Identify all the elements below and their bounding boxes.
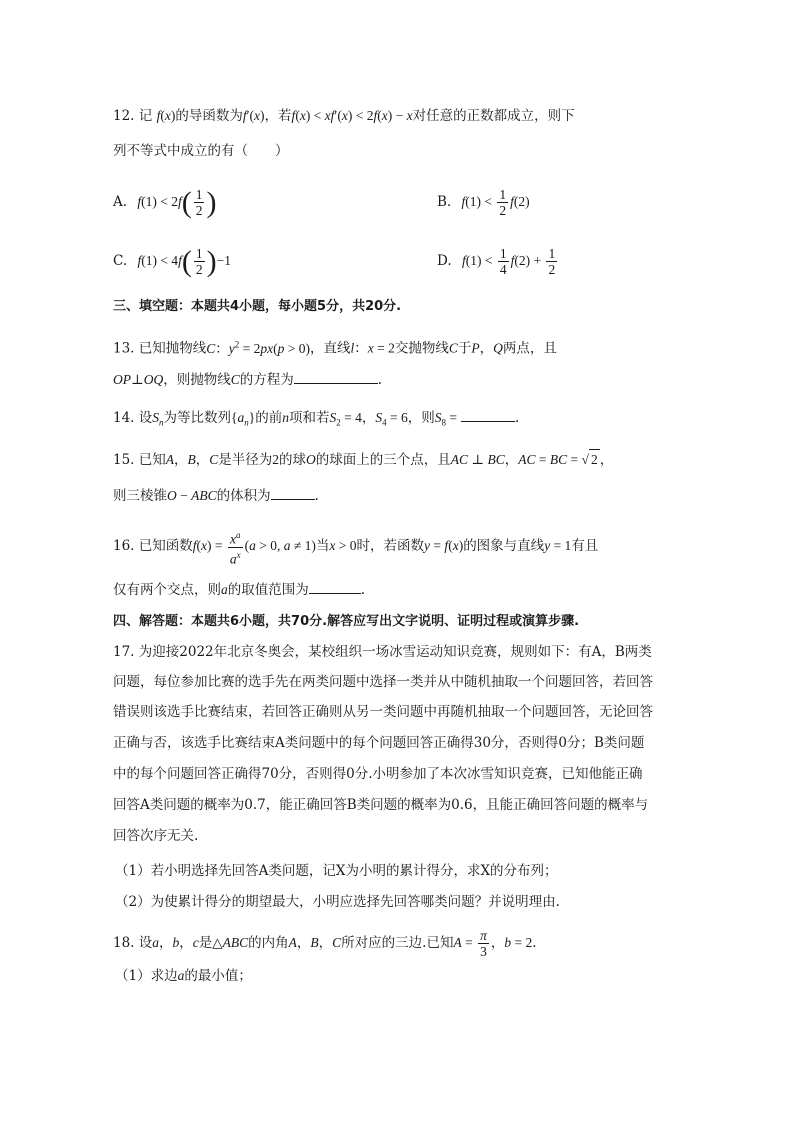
q12-option-d: D. f(1) < $\frac{1}{4}$ f(2) + $\frac{1}{2}$ (437, 246, 556, 278)
q18-sub1: （1）求边a的最小值； (115, 968, 252, 984)
q13-line1: 13. 已知抛物线C：$y^2 = 2px(p > 0)$，直线l：x = 2交抛物线C于P，Q两点，且 (113, 339, 557, 357)
q12-option-b: B. f(1) < $\frac{1}{2}$ f(2) (437, 187, 530, 219)
q16-answer-blank[interactable] (309, 579, 361, 594)
q13-answer-blank[interactable] (294, 369, 378, 384)
q14-line: 14. 设$S_n$为等比数列$\{a_n\}$的前n项和若$S_2 = 4$，$S_4 = 6$，则$S_8$ = . (113, 407, 519, 433)
q17-line4: 正确与否，该选手比赛结束A类问题中的每个问题回答正确得30分，否则得0分；B类问题 (113, 735, 645, 751)
q12-option-a: A. f(1) < 2f( $\frac{1}{2}$ ) (113, 185, 217, 219)
q15-answer-blank[interactable] (271, 485, 315, 500)
q12-line2: 列不等式中成立的有（ ） (113, 143, 289, 159)
q12-line1: 12. 记 f(x)的导函数为f′(x)，若f(x) < xf′(x) < 2f(x) − x对任意的正数都成立，则下 (113, 108, 575, 124)
q15-line1: 15. 已知A，B，C是半径为2的球O的球面上的三个点，且AC ⊥ BC，AC = BC = √ 2 ， (113, 449, 613, 470)
q16-line1: 16. 已知函数f(x) = $\frac{x^a}{a^x}$ (a > 0, a ≠ 1)当x > 0时，若函数y = f(x)的图象与直线y = 1有且 (113, 530, 599, 566)
q17-line6: 回答A类问题的概率为0.7，能正确回答B类问题的概率为0.6，且能正确回答问题的概率与 (113, 797, 649, 813)
q17-line5: 中的每个问题回答正确得70分，否则得0分.小明参加了本次冰雪知识竞赛，已知他能正确 (113, 766, 643, 782)
q15-line2: 则三棱锥O − ABC的体积为 . (113, 485, 319, 506)
q18-line1: 18. 设a，b，c是△ABC的内角A，B，C所对应的三边.已知A = $\frac{\pi}{3}$ ，b = 2. (113, 928, 537, 960)
q17-sub1: （1）若小明选择先回答A类问题，记X为小明的累计得分，求X的分布列； (115, 863, 558, 879)
section-4-heading: 四、解答题：本题共6小题，共70分.解答应写出文字说明、证明过程或演算步骤. (113, 614, 580, 629)
q13-line2: OP⊥OQ，则抛物线C的方程为 . (113, 369, 382, 390)
q17-line3: 错误则该选手比赛结束，若回答正确则从另一类问题中再随机抽取一个问题回答，无论回答 (113, 704, 653, 720)
q17-line2: 问题，每位参加比赛的选手先在两类问题中选择一类并从中随机抽取一个问题回答，若回答 (113, 674, 653, 690)
q17-line1: 17. 为迎接2022年北京冬奥会，某校组织一场冰雪运动知识竞赛，规则如下：有A，B两类 (113, 644, 652, 660)
q14-answer-blank[interactable] (461, 407, 515, 422)
q17-line7: 回答次序无关. (113, 828, 199, 844)
q17-sub2: （2）为使累计得分的期望最大，小明应选择先回答哪类问题？并说明理由. (115, 894, 560, 910)
q16-line2: 仅有两个交点，则a的取值范围为 . (113, 579, 365, 600)
section-3-heading: 三、填空题：本题共4小题，每小题5分，共20分. (113, 299, 402, 314)
q12-option-c: C. f(1) < 4f( $\frac{1}{2}$ )−1 (113, 244, 231, 278)
